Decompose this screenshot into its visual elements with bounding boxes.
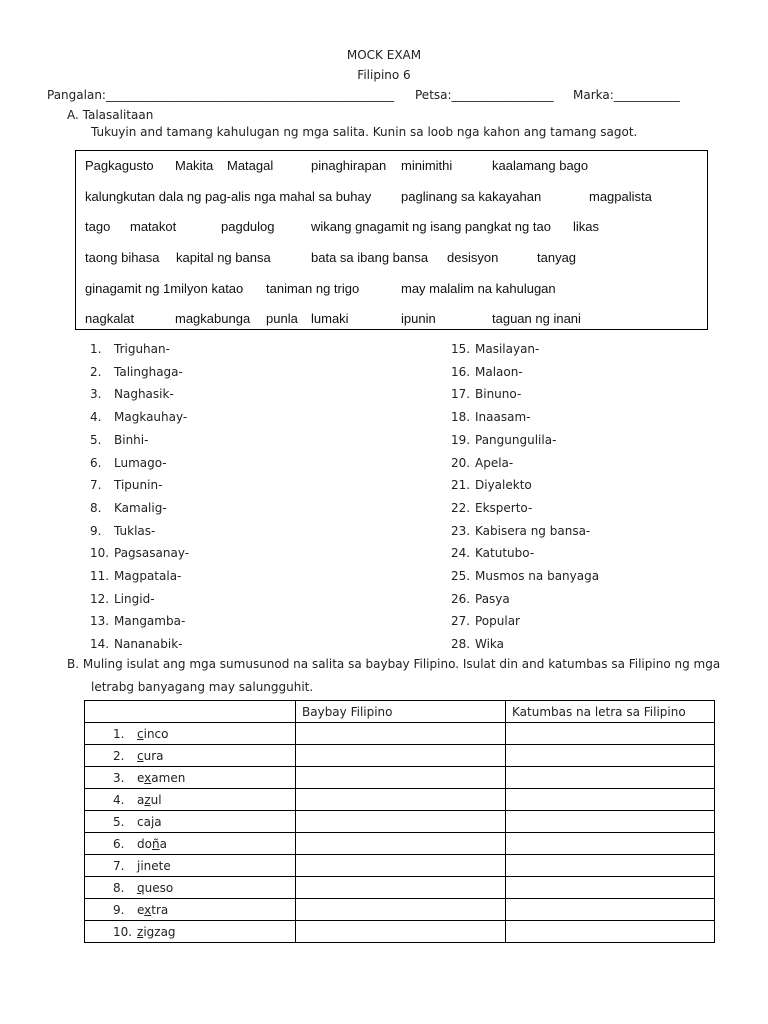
row-number: 2. bbox=[113, 748, 125, 763]
item-word: Magkauhay- bbox=[114, 410, 188, 425]
item-word: Kamalig- bbox=[114, 500, 167, 515]
item-word: Pagsasanay- bbox=[114, 546, 190, 561]
table-header-row bbox=[85, 701, 715, 723]
item-word: Triguhan- bbox=[114, 342, 170, 356]
word-box-item: taniman ng trigo bbox=[266, 281, 360, 296]
underlined-letter: z bbox=[144, 792, 151, 807]
item-word: Katutubo- bbox=[475, 546, 535, 561]
underlined-letter: ñ bbox=[151, 836, 160, 851]
word-cell bbox=[85, 789, 296, 811]
item-number: 2. bbox=[90, 364, 102, 379]
item-word: Pasya bbox=[475, 591, 510, 606]
word-cell bbox=[85, 723, 296, 745]
baybay-answer-cell[interactable] bbox=[296, 811, 506, 833]
table-header-katumbas: Katumbas na letra sa Filipino bbox=[506, 701, 715, 723]
row-number: 6. bbox=[113, 836, 125, 851]
underlined-letter: j bbox=[137, 858, 141, 873]
item-word: Masilayan- bbox=[475, 342, 540, 356]
word-box-item: minimithi bbox=[401, 158, 453, 173]
date-label: Petsa: bbox=[415, 88, 452, 102]
word-suffix: a bbox=[154, 814, 162, 829]
item-number: 11. bbox=[90, 569, 110, 583]
word-cell bbox=[85, 767, 296, 789]
word-box-item: likas bbox=[573, 219, 600, 234]
word-box-item: kaalamang bago bbox=[492, 158, 589, 173]
row-number: 4. bbox=[113, 792, 125, 807]
item-word: Mangamba- bbox=[114, 614, 186, 629]
item-word: Nananabik- bbox=[114, 637, 183, 652]
table-row bbox=[85, 899, 715, 921]
baybay-answer-cell[interactable] bbox=[296, 921, 506, 943]
table-row bbox=[85, 789, 715, 811]
item-word: Popular bbox=[475, 614, 520, 629]
baybay-answer-cell[interactable] bbox=[296, 833, 506, 855]
baybay-answer-cell[interactable] bbox=[296, 723, 506, 745]
item-word: Inaasam- bbox=[475, 410, 531, 425]
item-number: 13. bbox=[90, 614, 110, 629]
score-line: ___________ bbox=[613, 88, 680, 102]
word-prefix: do bbox=[137, 836, 152, 851]
item-word: Naghasik- bbox=[114, 387, 174, 402]
word-box-item: desisyon bbox=[447, 250, 499, 265]
word-cell bbox=[85, 899, 296, 921]
item-number: 14. bbox=[90, 637, 110, 652]
item-number: 18. bbox=[451, 410, 471, 425]
item-word: Malaon- bbox=[475, 364, 523, 379]
row-number: 5. bbox=[113, 814, 125, 829]
item-number: 16. bbox=[451, 364, 471, 379]
table-header-baybay: Baybay Filipino bbox=[296, 701, 506, 723]
table-row bbox=[85, 723, 715, 745]
word-suffix: ul bbox=[150, 792, 162, 807]
item-number: 10. bbox=[90, 546, 110, 561]
score-label: Marka: bbox=[573, 88, 614, 102]
item-number: 23. bbox=[451, 523, 471, 538]
word-cell bbox=[85, 811, 296, 833]
word-box-item: lumaki bbox=[311, 311, 349, 326]
item-number: 8. bbox=[90, 500, 102, 515]
katumbas-answer-cell[interactable] bbox=[506, 789, 715, 811]
word-box-item: matakot bbox=[130, 219, 177, 234]
word-suffix: a bbox=[159, 836, 167, 851]
name-line: ________________________________________________ bbox=[105, 88, 394, 102]
word-box-item: taong bihasa bbox=[85, 250, 160, 265]
katumbas-answer-cell[interactable] bbox=[506, 921, 715, 943]
table-header-cell bbox=[85, 701, 296, 723]
table-row bbox=[85, 745, 715, 767]
item-number: 22. bbox=[451, 500, 471, 515]
item-number: 24. bbox=[451, 546, 471, 561]
word-box-item: punla bbox=[266, 311, 298, 326]
baybay-answer-cell[interactable] bbox=[296, 767, 506, 789]
word-cell bbox=[85, 877, 296, 899]
item-word: Lingid- bbox=[114, 591, 155, 606]
word-prefix: e bbox=[137, 902, 145, 917]
word-suffix: ueso bbox=[144, 880, 174, 895]
word-prefix: ca bbox=[137, 814, 151, 829]
word-suffix: igzag bbox=[143, 924, 176, 939]
item-word: Tuklas- bbox=[114, 523, 156, 538]
underlined-letter: x bbox=[144, 902, 152, 917]
word-box-item: Matagal bbox=[227, 158, 274, 173]
word-box-item: ginagamit ng 1milyon katao bbox=[85, 281, 244, 296]
word-suffix: inete bbox=[140, 858, 171, 873]
row-number: 7. bbox=[113, 858, 125, 873]
word-suffix: tra bbox=[151, 902, 169, 917]
row-number: 10. bbox=[113, 924, 133, 939]
word-box-item: Makita bbox=[175, 158, 214, 173]
item-number: 15. bbox=[451, 342, 471, 356]
exam-title: MOCK EXAM bbox=[346, 48, 422, 62]
baybay-answer-cell[interactable] bbox=[296, 899, 506, 921]
katumbas-answer-cell[interactable] bbox=[506, 855, 715, 877]
item-word: Musmos na banyaga bbox=[475, 569, 600, 583]
katumbas-answer-cell[interactable] bbox=[506, 767, 715, 789]
item-word: Eksperto- bbox=[475, 500, 533, 515]
word-cell bbox=[85, 745, 296, 767]
item-number: 20. bbox=[451, 455, 471, 470]
item-number: 21. bbox=[451, 478, 471, 493]
word-box-item: may malalim na kahulugan bbox=[401, 281, 556, 296]
item-word: Binuno- bbox=[475, 387, 522, 402]
item-number: 19. bbox=[451, 432, 471, 447]
section-b-heading-line2: letrabg banyagang may salungguhit. bbox=[91, 680, 314, 694]
katumbas-answer-cell[interactable] bbox=[506, 811, 715, 833]
spelling-table bbox=[84, 700, 715, 943]
item-number: 27. bbox=[451, 614, 471, 629]
word-prefix: e bbox=[137, 770, 145, 785]
baybay-answer-cell[interactable] bbox=[296, 877, 506, 899]
word-cell bbox=[85, 833, 296, 855]
underlined-letter: c bbox=[137, 726, 144, 741]
item-number: 17. bbox=[451, 387, 471, 402]
katumbas-answer-cell[interactable] bbox=[506, 723, 715, 745]
underlined-letter: x bbox=[144, 770, 152, 785]
katumbas-answer-cell[interactable] bbox=[506, 833, 715, 855]
item-number: 26. bbox=[451, 591, 471, 606]
baybay-answer-cell[interactable] bbox=[296, 745, 506, 767]
item-word: Lumago- bbox=[114, 455, 167, 470]
row-number: 9. bbox=[113, 902, 125, 917]
table-row bbox=[85, 877, 715, 899]
word-box-item: kalungkutan dala ng pag-alis nga mahal sa buhay bbox=[85, 189, 372, 204]
item-number: 12. bbox=[90, 591, 110, 606]
item-number: 5. bbox=[90, 432, 102, 447]
section-a-heading: A. Talasalitaan bbox=[67, 108, 154, 122]
word-box-item: taguan ng inani bbox=[492, 311, 581, 326]
item-number: 4. bbox=[90, 410, 102, 425]
word-box-item: magpalista bbox=[589, 189, 652, 204]
item-number: 7. bbox=[90, 478, 102, 493]
item-word: Diyalekto bbox=[475, 478, 532, 493]
score-field[interactable] bbox=[573, 88, 680, 102]
row-number: 1. bbox=[113, 726, 125, 741]
item-word: Tipunin- bbox=[114, 478, 163, 493]
word-suffix: amen bbox=[151, 770, 186, 785]
underlined-letter: z bbox=[137, 924, 144, 939]
word-box-item: pagdulog bbox=[221, 219, 275, 234]
word-suffix: ura bbox=[143, 748, 164, 763]
name-field[interactable] bbox=[47, 88, 394, 102]
word-cell bbox=[85, 855, 296, 877]
item-word: Pangungulila- bbox=[475, 432, 557, 447]
date-line: _________________ bbox=[451, 88, 554, 102]
row-number: 3. bbox=[113, 770, 125, 785]
word-box-item: wikang gnagamit ng isang pangkat ng tao bbox=[311, 219, 551, 234]
katumbas-answer-cell[interactable] bbox=[506, 745, 715, 767]
date-field[interactable] bbox=[415, 88, 554, 102]
word-box-item: nagkalat bbox=[85, 311, 135, 326]
word-box-item: tago bbox=[85, 219, 111, 234]
underlined-letter: c bbox=[137, 748, 144, 763]
word-prefix: a bbox=[137, 792, 145, 807]
underlined-letter: j bbox=[150, 814, 155, 829]
item-number: 9. bbox=[90, 523, 102, 538]
section-a-instruction: Tukuyin and tamang kahulugan ng mga salita. Kunin sa loob nga kahon ang tamang sagot. bbox=[91, 125, 638, 139]
item-word: Apela- bbox=[475, 455, 514, 470]
baybay-answer-cell[interactable] bbox=[296, 789, 506, 811]
word-box bbox=[75, 150, 708, 330]
underlined-letter: q bbox=[137, 880, 145, 895]
section-b-heading: B. Muling isulat ang mga sumusunod na salita sa baybay Filipino. Isulat din and katumbas sa Filipino ng mga bbox=[67, 657, 721, 671]
word-suffix: inco bbox=[143, 726, 169, 741]
baybay-answer-cell[interactable] bbox=[296, 855, 506, 877]
item-number: 1. bbox=[90, 342, 102, 356]
item-number: 25. bbox=[451, 569, 471, 583]
word-box-item: tanyag bbox=[537, 250, 577, 265]
word-cell bbox=[85, 921, 296, 943]
table-row bbox=[85, 811, 715, 833]
word-box-item: pinaghirapan bbox=[311, 158, 387, 173]
item-word: Kabisera ng bansa- bbox=[475, 523, 591, 538]
name-label: Pangalan: bbox=[47, 88, 106, 102]
table-row bbox=[85, 767, 715, 789]
word-box-item: ipunin bbox=[401, 311, 436, 326]
row-number: 8. bbox=[113, 880, 125, 895]
word-box-item: kapital ng bansa bbox=[176, 250, 271, 265]
item-word: Binhi- bbox=[114, 432, 149, 447]
word-box-item: magkabunga bbox=[175, 311, 251, 326]
item-word: Wika bbox=[475, 637, 505, 652]
item-word: Talinghaga- bbox=[114, 364, 183, 379]
katumbas-answer-cell[interactable] bbox=[506, 877, 715, 899]
word-box-item: bata sa ibang bansa bbox=[311, 250, 429, 265]
table-row bbox=[85, 833, 715, 855]
item-word: Magpatala- bbox=[114, 569, 182, 583]
item-number: 6. bbox=[90, 455, 102, 470]
word-box-item: Pagkagusto bbox=[85, 158, 154, 173]
table-row bbox=[85, 921, 715, 943]
item-number: 3. bbox=[90, 387, 102, 402]
exam-subject: Filipino 6 bbox=[357, 68, 411, 82]
item-number: 28. bbox=[451, 637, 471, 652]
word-box-item: paglinang sa kakayahan bbox=[401, 189, 542, 204]
table-row bbox=[85, 855, 715, 877]
katumbas-answer-cell[interactable] bbox=[506, 899, 715, 921]
